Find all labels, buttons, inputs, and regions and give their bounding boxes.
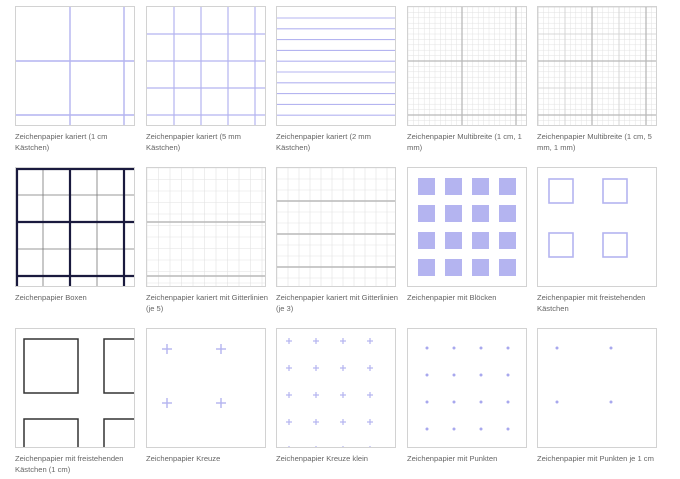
tile-label[interactable]: Zeichenpapier Boxen [15,293,87,302]
boxes-icon[interactable] [15,167,135,287]
tile-label[interactable]: Zeichenpapier kariert (2 mm Kästchen) [276,132,371,152]
tile-free-squares-1cm[interactable] [15,328,135,475]
tile-grid-1cm[interactable] [15,6,135,153]
multi-grid-icon[interactable] [407,6,527,126]
tile-label[interactable]: Zeichenpapier mit Blöcken [407,293,497,302]
tile-dots-1cm[interactable] [537,328,657,464]
tile-grid-every-3[interactable] [276,167,396,314]
tile-label[interactable]: Zeichenpapier Multibreite (1 cm, 5 mm, 1 mm) [537,132,652,152]
tile-label[interactable]: Zeichenpapier kariert (5 mm Kästchen) [146,132,241,152]
tile-lines-2mm[interactable] [276,6,396,153]
tile-crosses[interactable] [146,328,266,464]
tile-blocks[interactable] [407,167,527,303]
blocks-icon[interactable] [407,167,527,287]
crosses-icon[interactable] [146,328,266,448]
tile-boxes[interactable] [15,167,135,303]
grid-5mm-icon[interactable] [146,6,266,126]
tile-grid-5mm[interactable] [146,6,266,153]
tile-grid-every-5[interactable] [146,167,266,314]
grid-guides-5-icon[interactable] [146,167,266,287]
tile-dots[interactable] [407,328,527,464]
tile-crosses-small[interactable] [276,328,396,464]
tile-label[interactable]: Zeichenpapier mit Punkten je 1 cm [537,454,654,463]
tile-label[interactable]: Zeichenpapier Kreuze klein [276,454,369,463]
tile-label[interactable]: Zeichenpapier kariert mit Gitterlinien (je 5) [146,293,268,313]
tile-label[interactable]: Zeichenpapier kariert (1 cm Kästchen) [15,132,108,152]
lines-2mm-icon[interactable] [276,6,396,126]
grid-1cm-icon[interactable] [15,6,135,126]
free-squares-icon[interactable] [537,167,657,287]
dots-icon[interactable] [407,328,527,448]
tile-label[interactable]: Zeichenpapier mit Punkten [407,454,498,463]
tile-multi-1cm-5mm-1mm[interactable] [537,6,657,153]
tile-label[interactable]: Zeichenpapier mit freistehenden Kästchen [537,293,646,313]
grid-guides-3-icon[interactable] [276,167,396,287]
tile-label[interactable]: Zeichenpapier Multibreite (1 cm, 1 mm) [407,132,522,152]
dots-1cm-icon[interactable] [537,328,657,448]
free-squares-large-icon[interactable] [15,328,135,448]
tile-free-squares[interactable] [537,167,657,314]
tile-label[interactable]: Zeichenpapier kariert mit Gitterlinien (je 3) [276,293,398,313]
tile-label[interactable]: Zeichenpapier Kreuze [146,454,221,463]
multi-grid-3-icon[interactable] [537,6,657,126]
crosses-small-icon[interactable] [276,328,396,448]
tile-label[interactable]: Zeichenpapier mit freistehenden Kästchen (1 cm) [15,454,124,474]
tile-multi-1cm-1mm[interactable] [407,6,527,153]
